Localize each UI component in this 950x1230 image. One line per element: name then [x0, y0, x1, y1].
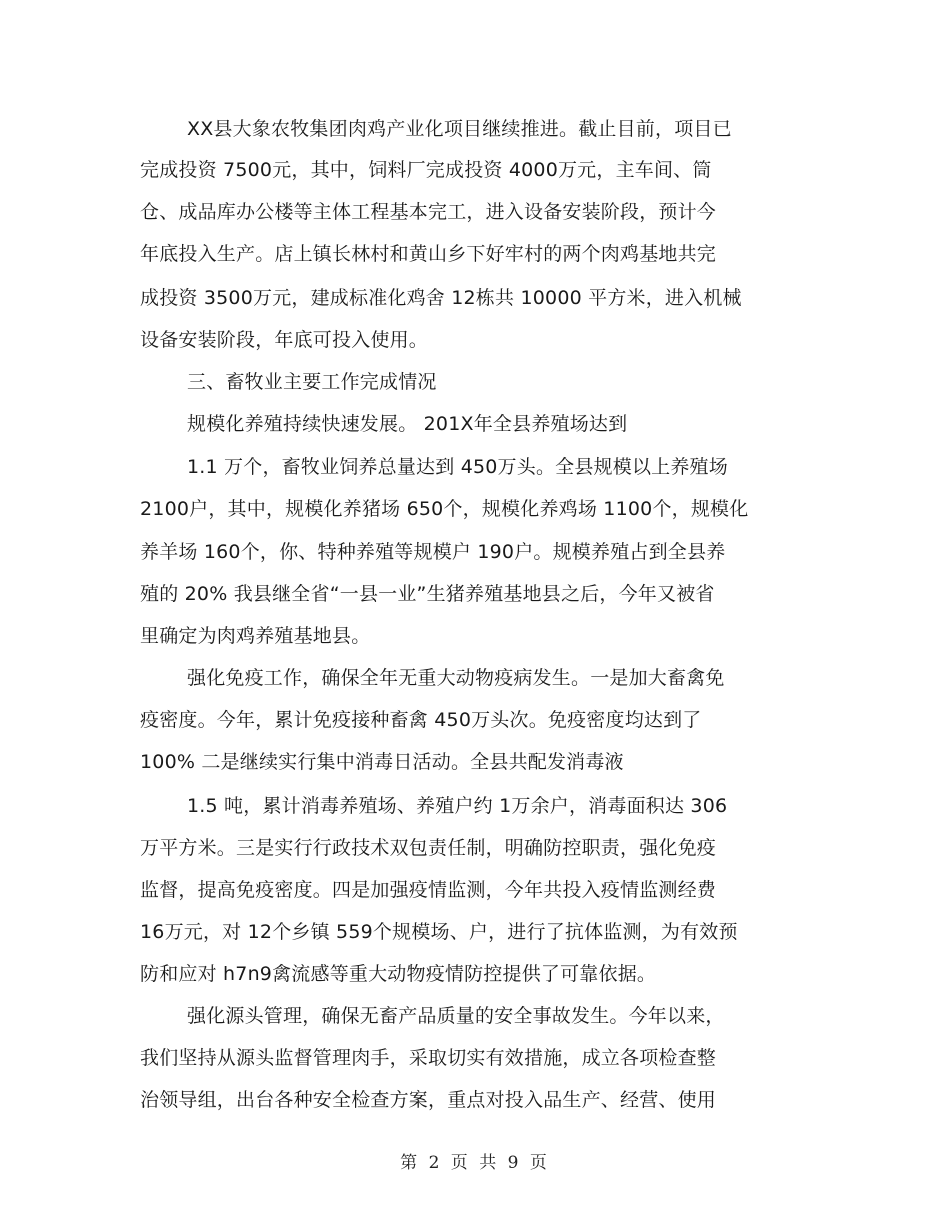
text-line: 治领导组，出台各种安全检查方案，重点对投入品生产、经营、使用: [140, 1089, 717, 1111]
text-line: 成投资 3500万元，建成标准化鸡舍 12栋共 10000 平方米，进入机械: [140, 287, 742, 309]
text-line: XX县大象农牧集团肉鸡产业化项目继续推进。截止目前，项目已: [187, 118, 732, 140]
section-heading: 三、畜牧业主要工作完成情况: [187, 371, 437, 393]
text-line: 16万元，对 12个乡镇 559个规模场、户，进行了抗体监测，为有效预: [140, 921, 738, 943]
text-line: 完成投资 7500元，其中，饲料厂完成投资 4000万元，主车间、筒: [140, 159, 712, 181]
page-footer: 第 2 页 共 9 页: [400, 1153, 550, 1173]
text-line: 万平方米。三是实行行政技术双包责任制，明确防控职责，强化免疫: [140, 837, 717, 859]
text-line: 殖的 20% 我县继全省“一县一业”生猪养殖基地县之后，今年又被省: [140, 583, 715, 605]
text-line: 1.5 吨，累计消毒养殖场、养殖户约 1万余户，消毒面积达 306: [187, 795, 728, 817]
text-line: 我们坚持从源头监督管理肉手，采取切实有效措施，成立各项检查整: [140, 1047, 717, 1069]
text-line: 规模化养殖持续快速发展。 201X年全县养殖场达到: [187, 413, 628, 435]
text-line: 强化源头管理，确保无畜产品质量的安全事故发生。今年以来，: [187, 1005, 725, 1027]
text-line: 疫密度。今年，累计免疫接种畜禽 450万头次。免疫密度均达到了: [140, 709, 702, 731]
text-line: 设备安装阶段，年底可投入使用。: [140, 329, 429, 351]
text-line: 里确定为肉鸡养殖基地县。: [140, 625, 371, 647]
text-line: 监督，提高免疫密度。四是加强疫情监测，今年共投入疫情监测经费: [140, 879, 717, 901]
text-line: 1.1 万个，畜牧业饲养总量达到 450万头。全县规模以上养殖场: [187, 456, 728, 478]
text-line: 100% 二是继续实行集中消毒日活动。全县共配发消毒液: [140, 751, 624, 773]
text-line: 防和应对 h7n9禽流感等重大动物疫情防控提供了可靠依据。: [140, 963, 657, 985]
text-line: 仓、成品库办公楼等主体工程基本完工，进入设备安装阶段，预计今: [140, 201, 717, 223]
text-line: 养羊场 160个，你、特种养殖等规模户 190户。规模养殖占到全县养: [140, 541, 726, 563]
text-line: 强化免疫工作，确保全年无重大动物疫病发生。一是加大畜禽免: [187, 667, 725, 689]
text-line: 年底投入生产。店上镇长林村和黄山乡下好牢村的两个肉鸡基地共完: [140, 243, 717, 265]
text-line: 2100户，其中，规模化养猪场 650个，规模化养鸡场 1100个，规模化: [140, 498, 749, 520]
